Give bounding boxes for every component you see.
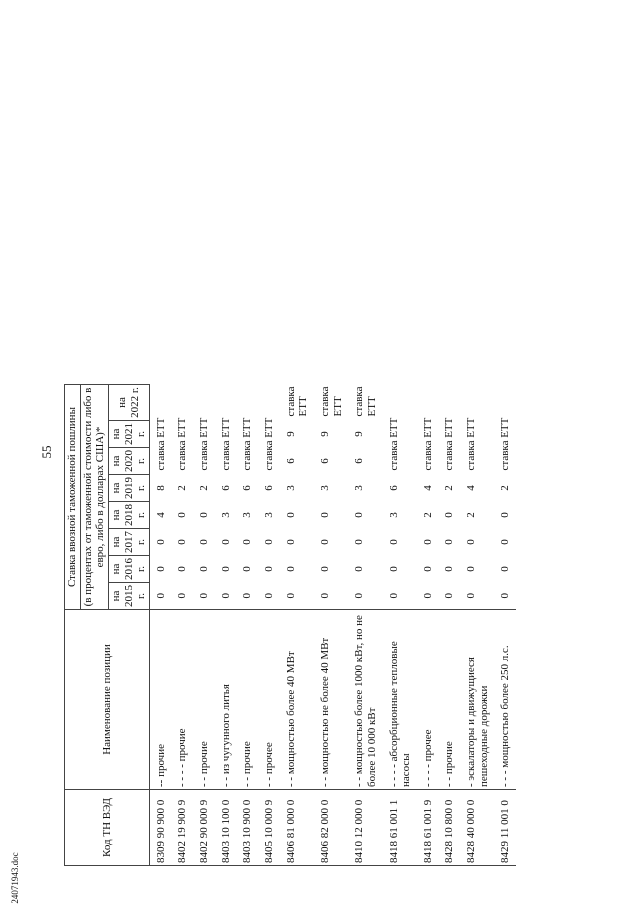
table-row <box>236 385 258 866</box>
header-year: на 2017 г. <box>108 529 149 556</box>
row-rate-ett: ставка ЕТТ <box>465 417 478 471</box>
row-rate: 0 <box>443 566 456 572</box>
table-row <box>280 385 314 866</box>
row-rate-ett: ставка ЕТТ <box>198 417 211 471</box>
row-code: 8406 82 000 0 <box>314 790 348 866</box>
row-rate-ett: ставка ЕТТ <box>353 386 378 417</box>
header-year: на 2022 г. <box>108 385 149 421</box>
row-name: - - прочие <box>193 610 215 790</box>
header-name: Наименование позиции <box>65 610 150 790</box>
row-name: - - прочее <box>258 610 280 790</box>
row-name: - - - - прочие <box>171 610 193 790</box>
header-year: на 2018 г. <box>108 502 149 529</box>
row-code: 8418 61 001 1 <box>383 790 417 866</box>
row-rate: 0 <box>198 539 211 545</box>
tariff-table-container <box>64 28 574 866</box>
row-rate: 2 <box>443 485 456 491</box>
row-rate-ett: ставка ЕТТ <box>263 417 276 471</box>
table-row <box>193 385 215 866</box>
row-code: 8418 61 001 9 <box>417 790 439 866</box>
row-rate: 0 <box>387 593 400 599</box>
row-rate: 2 <box>465 512 478 518</box>
row-rate: 0 <box>353 593 366 599</box>
row-rate: 3 <box>318 485 331 491</box>
row-rate-ett: ставка ЕТТ <box>154 417 167 471</box>
row-rate: 3 <box>284 485 297 491</box>
row-name: - - мощностью более 40 МВт <box>280 610 314 790</box>
row-name: - - - - прочее <box>417 610 439 790</box>
row-rate: 4 <box>421 485 434 491</box>
row-rate: 0 <box>353 512 366 518</box>
row-rate: 2 <box>499 485 512 491</box>
row-rate-ett: ставка ЕТТ <box>176 417 189 471</box>
table-row <box>258 385 280 866</box>
page-number: 55 <box>39 445 54 459</box>
row-name: - - из чугунного литья <box>215 610 237 790</box>
row-rate: 6 <box>284 458 297 464</box>
row-name: - - прочие <box>236 610 258 790</box>
row-rate: 6 <box>263 485 276 491</box>
row-rate: 4 <box>154 512 167 518</box>
row-rate: 0 <box>318 539 331 545</box>
row-code: 8429 11 001 0 <box>494 790 516 866</box>
row-rate: 3 <box>263 512 276 518</box>
row-rate: 2 <box>421 512 434 518</box>
table-row <box>494 385 516 866</box>
row-name: - - - - абсорбционные тепловые насосы <box>383 610 417 790</box>
row-rate: 0 <box>499 539 512 545</box>
row-rate: 6 <box>387 485 400 491</box>
row-code: 8403 10 100 0 <box>215 790 237 866</box>
row-code: 8402 19 900 9 <box>171 790 193 866</box>
row-rate: 0 <box>241 593 254 599</box>
table-row <box>149 385 171 866</box>
header-year: на 2021 г. <box>108 421 149 448</box>
table-row <box>171 385 193 866</box>
row-name: - - мощностью более 1000 кВт, но не более 10 000 кВт <box>348 610 382 790</box>
row-rate: 0 <box>421 566 434 572</box>
row-rate: 0 <box>284 593 297 599</box>
table-row <box>383 385 417 866</box>
row-rate: 0 <box>154 566 167 572</box>
row-rate: 0 <box>421 539 434 545</box>
row-code: 8309 90 900 0 <box>149 790 171 866</box>
row-code: 8402 90 000 9 <box>193 790 215 866</box>
row-code: 8428 10 800 0 <box>438 790 460 866</box>
row-rate: 0 <box>499 593 512 599</box>
table-row <box>438 385 460 866</box>
row-name: - - мощностью не более 40 МВт <box>314 610 348 790</box>
row-rate: 0 <box>154 593 167 599</box>
row-rate: 0 <box>154 539 167 545</box>
row-rate: 6 <box>219 485 232 491</box>
header-year: на 2015 г. <box>108 583 149 610</box>
row-rate: 0 <box>241 539 254 545</box>
row-rate: 0 <box>241 566 254 572</box>
row-rate: 9 <box>318 431 331 437</box>
row-rate: 0 <box>353 566 366 572</box>
table-row <box>314 385 348 866</box>
row-rate: 0 <box>176 512 189 518</box>
row-code: 8410 12 000 0 <box>348 790 382 866</box>
row-rate-ett: ставка ЕТТ <box>219 417 232 471</box>
table-row <box>215 385 237 866</box>
row-rate: 0 <box>198 593 211 599</box>
table-row <box>460 385 494 866</box>
header-year: на 2019 г. <box>108 475 149 502</box>
row-rate: 6 <box>318 458 331 464</box>
row-rate: 0 <box>353 539 366 545</box>
row-rate: 0 <box>465 593 478 599</box>
row-rate: 0 <box>284 566 297 572</box>
row-rate: 0 <box>465 566 478 572</box>
row-rate: 9 <box>284 431 297 437</box>
row-rate-ett: ставка ЕТТ <box>241 417 254 471</box>
row-name: -- прочие <box>149 610 171 790</box>
header-year: на 2020 г. <box>108 448 149 475</box>
row-rate: 3 <box>387 512 400 518</box>
header-rate-title: Ставка ввозной таможенной пошлины <box>65 385 81 610</box>
row-rate: 0 <box>198 566 211 572</box>
row-rate: 0 <box>219 566 232 572</box>
row-name: - эскалаторы и движущиеся пешеходные дорожки <box>460 610 494 790</box>
row-rate: 8 <box>154 485 167 491</box>
row-rate: 3 <box>219 512 232 518</box>
header-year: на 2016 г. <box>108 556 149 583</box>
row-rate: 2 <box>198 485 211 491</box>
row-rate: 0 <box>263 593 276 599</box>
row-name: - - прочие <box>438 610 460 790</box>
row-rate: 3 <box>241 512 254 518</box>
row-rate: 0 <box>318 593 331 599</box>
row-rate-ett: ставка ЕТТ <box>318 386 344 417</box>
row-rate: 0 <box>284 539 297 545</box>
table-header <box>65 385 150 866</box>
row-rate: 0 <box>263 539 276 545</box>
row-rate: 0 <box>318 566 331 572</box>
row-code: 8428 40 000 0 <box>460 790 494 866</box>
row-rate: 4 <box>465 485 478 491</box>
row-name: - - - мощностью более 250 л.с. <box>494 610 516 790</box>
row-rate-ett: ставка ЕТТ <box>421 417 434 471</box>
row-rate-ett: ставка ЕТТ <box>499 417 512 471</box>
row-rate: 0 <box>219 593 232 599</box>
row-rate: 3 <box>353 485 366 491</box>
row-rate: 9 <box>353 431 366 437</box>
row-rate: 0 <box>176 593 189 599</box>
row-rate-ett: ставка ЕТТ <box>387 417 400 471</box>
row-rate-ett: ставка ЕТТ <box>443 417 456 471</box>
row-rate: 6 <box>353 458 366 464</box>
table-row <box>348 385 382 866</box>
row-code: 8406 81 000 0 <box>280 790 314 866</box>
row-rate: 6 <box>241 485 254 491</box>
header-code: Код ТН ВЭД <box>65 790 150 866</box>
row-rate: 0 <box>421 593 434 599</box>
tariff-table <box>64 384 516 866</box>
row-rate: 0 <box>176 566 189 572</box>
row-rate-ett: ставка ЕТТ <box>284 386 310 417</box>
table-row <box>417 385 439 866</box>
row-rate: 0 <box>176 539 189 545</box>
row-rate: 0 <box>318 512 331 518</box>
row-rate: 2 <box>176 485 189 491</box>
document-code: 24071943.doc <box>10 852 20 904</box>
row-rate: 0 <box>387 566 400 572</box>
row-rate: 0 <box>387 539 400 545</box>
row-rate: 0 <box>198 512 211 518</box>
row-rate: 0 <box>443 593 456 599</box>
row-code: 8405 10 000 9 <box>258 790 280 866</box>
row-rate: 0 <box>219 539 232 545</box>
row-rate: 0 <box>499 566 512 572</box>
row-rate: 0 <box>465 539 478 545</box>
row-rate: 0 <box>499 512 512 518</box>
row-rate: 0 <box>443 512 456 518</box>
row-rate: 0 <box>263 566 276 572</box>
row-rate: 0 <box>284 512 297 518</box>
header-rate-subtitle: (в процентах от таможенной стоимости либо в евро, либо в долларах США)* <box>80 385 108 610</box>
row-code: 8403 10 900 0 <box>236 790 258 866</box>
table-body <box>149 385 516 866</box>
row-rate: 0 <box>443 539 456 545</box>
